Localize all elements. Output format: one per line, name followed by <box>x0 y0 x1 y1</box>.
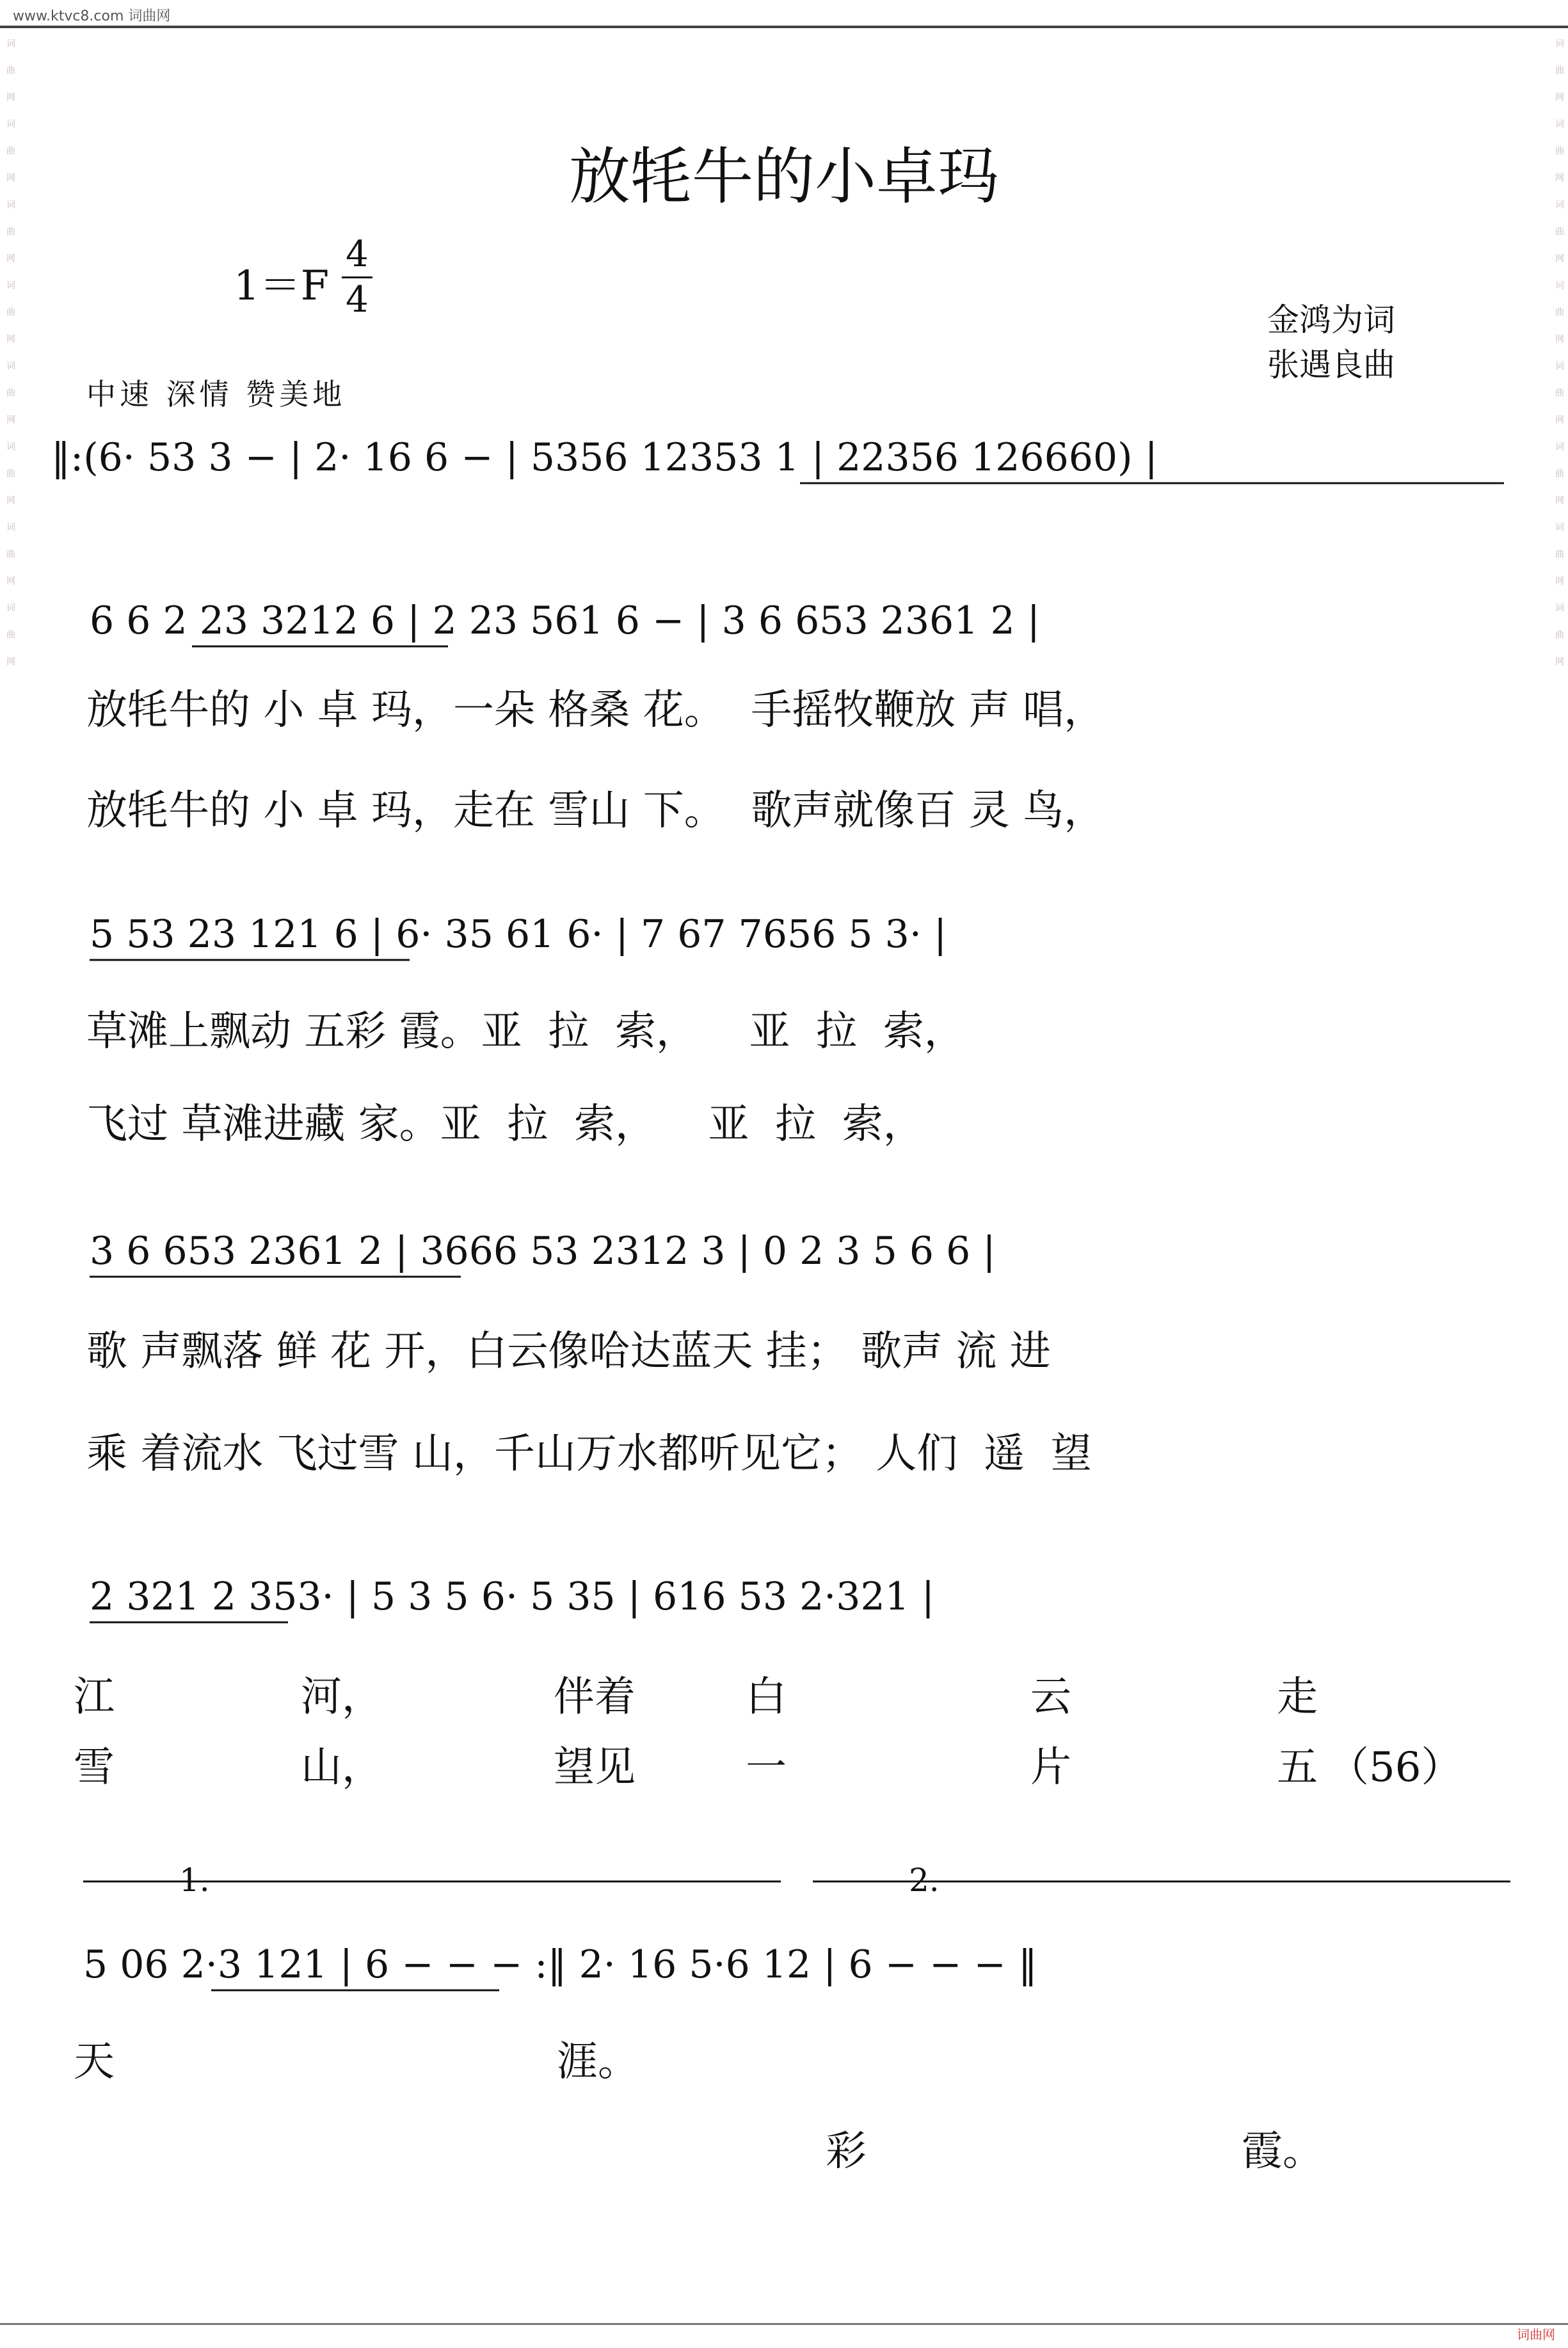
second-ending-label: 2. <box>909 1862 940 1899</box>
song-title: 放牦牛的小卓玛 <box>569 141 999 212</box>
lyrics-line-3-v1: 草滩上飘动 五彩 霞。亚 拉 索， 亚 拉 索， <box>86 1008 965 1055</box>
right-watermark-strip: 词曲网词曲网词曲网词曲网词曲网词曲网词曲网词曲网 <box>1554 38 1564 683</box>
lyrics-line-2-v2: 放牦牛的 小 卓 玛，走在 雪山 下。 歌声就像百 灵 鸟， <box>86 787 1105 835</box>
lyricist-credit: 金鸿为词 <box>1267 301 1395 339</box>
footer-divider <box>0 2323 1568 2325</box>
notation-line-6: 5 06 2·3 121 | 6 − − − :‖ 2· 16 5·6 12 | 6 − − − ‖ <box>83 1942 1037 1987</box>
tempo-marking: 中速 深情 赞美地 <box>86 377 346 411</box>
lyrics-line-3-v2: 飞过 草滩进藏 家。亚 拉 索， 亚 拉 索， <box>86 1101 924 1148</box>
header-url: www.ktvc8.com 词曲网 <box>13 8 171 24</box>
lyrics-line-4-v1: 歌 声飘落 鲜 花 开，白云像哈达蓝天 挂； 歌声 流 进 <box>86 1328 1051 1375</box>
lyrics-line-2-v1: 放牦牛的 小 卓 玛，一朵 格桑 花。 手摇牧鞭放 声 唱， <box>86 687 1105 734</box>
lyrics-line-4-v2: 乘 着流水 飞过雪 山，千山万水都听见它； 人们 遥 望 <box>86 1430 1092 1478</box>
notation-line-5: 2 321 2 353· | 5 3 5 6· 5 35 | 616 53 2·321 | <box>90 1574 935 1619</box>
time-sig-top: 4 <box>346 234 369 275</box>
notation-line-3: 5 53 23 121 6 | 6· 35 61 6· | 7 67 7656 5 3· | <box>90 912 947 957</box>
time-sig-bottom: 4 <box>346 279 369 321</box>
key-signature: 1＝F <box>234 262 330 310</box>
footer-label: 词曲网 <box>1517 2327 1555 2342</box>
notation-line-1: ‖:(6· 53 3 − | 2· 16 6 − | 5356 12353 1 | 22356 126660) | <box>51 435 1158 480</box>
composer-credit: 张遇良曲 <box>1267 346 1395 383</box>
left-watermark-strip: 词曲网词曲网词曲网词曲网词曲网词曲网词曲网词曲网 <box>5 38 15 683</box>
notation-line-4: 3 6 653 2361 2 | 3666 53 2312 3 | 0 2 3 5 6 6 | <box>90 1229 996 1274</box>
notation-line-2: 6 6 2 23 3212 6 | 2 23 561 6 − | 3 6 653 2361 2 | <box>90 598 1040 643</box>
first-ending-label: 1. <box>179 1862 210 1899</box>
